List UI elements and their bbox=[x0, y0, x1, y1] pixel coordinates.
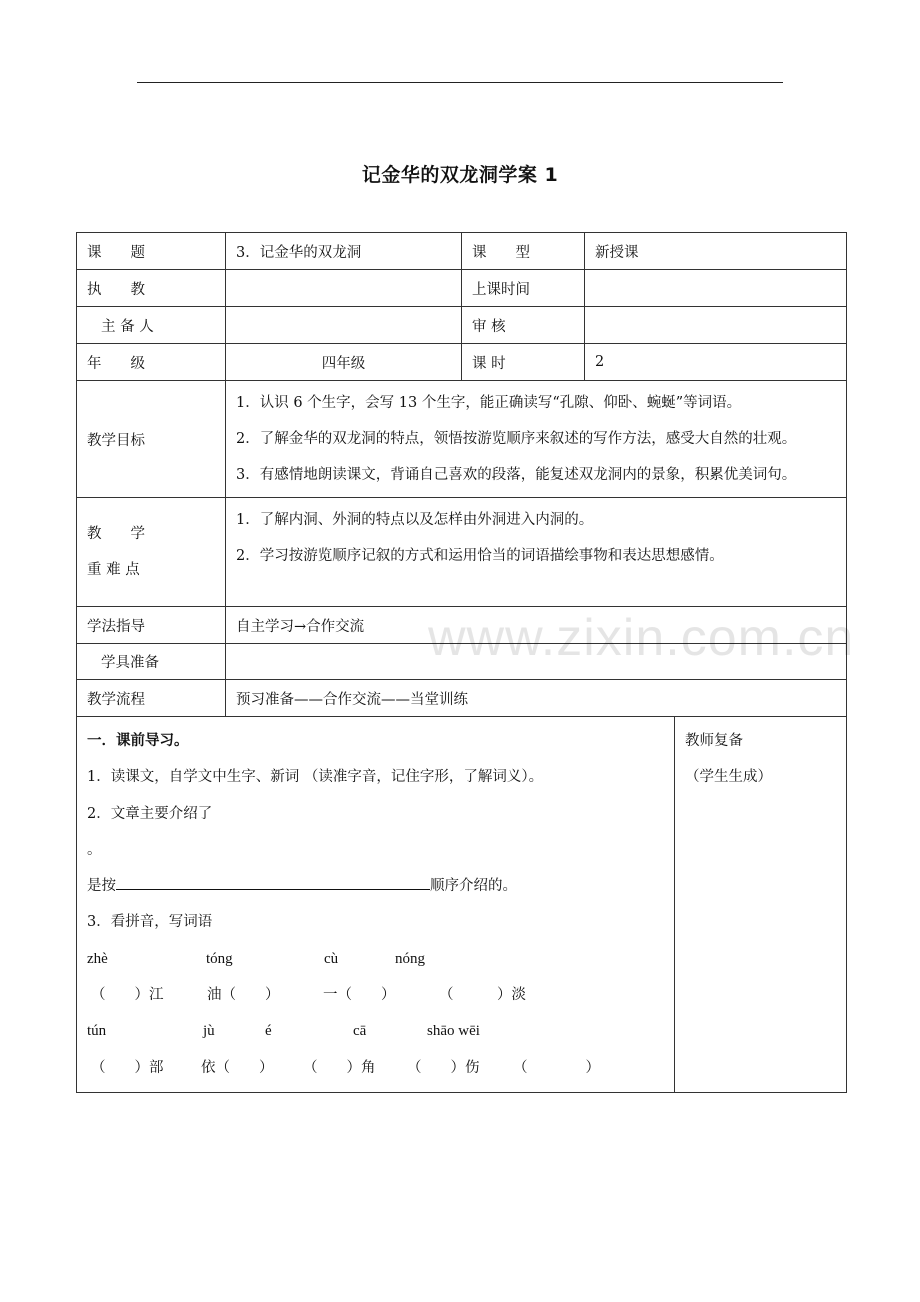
word-blank[interactable]: 一（ ） bbox=[323, 987, 396, 1004]
label-flow: 教学流程 bbox=[77, 680, 226, 717]
row-keypoints bbox=[77, 498, 847, 607]
order-suffix: 顺序介绍的。 bbox=[430, 878, 517, 895]
label-grade: 年 级 bbox=[77, 344, 226, 381]
row-topic bbox=[77, 233, 847, 270]
goals-content bbox=[226, 381, 847, 498]
question-3: 3．看拼音，写词语 bbox=[87, 914, 213, 931]
page-title: 记金华的双龙洞学案 1 bbox=[361, 164, 559, 186]
pinyin: tóng bbox=[206, 950, 233, 967]
pinyin: shāo wēi bbox=[427, 1023, 480, 1040]
lesson-plan-table bbox=[76, 232, 847, 1093]
pinyin: cā bbox=[353, 1023, 367, 1040]
word-blank[interactable]: （ ）部 bbox=[91, 1059, 164, 1076]
header-rule bbox=[137, 82, 783, 83]
value-teacher bbox=[226, 270, 462, 307]
question-1: 1．读课文，自学文中生字、新词 （读准字音，记住字形，了解词义）。 bbox=[87, 769, 544, 786]
value-grade: 四年级 bbox=[226, 344, 462, 381]
value-topic: 3．记金华的双龙洞 bbox=[226, 233, 462, 270]
label-topic: 课 题 bbox=[77, 233, 226, 270]
teacher-notes-column bbox=[675, 717, 847, 1093]
word-blank[interactable]: （ ）角 bbox=[303, 1059, 376, 1076]
label-periods: 课 时 bbox=[462, 344, 585, 381]
pinyin: cù bbox=[324, 950, 339, 967]
pinyin: é bbox=[265, 1023, 272, 1040]
label-review: 审 核 bbox=[462, 307, 585, 344]
row-exercise bbox=[77, 717, 847, 1093]
value-class-time bbox=[585, 270, 847, 307]
word-blank[interactable]: （ ）伤 bbox=[407, 1059, 480, 1076]
row-tools bbox=[77, 644, 847, 680]
row-flow bbox=[77, 680, 847, 717]
row-goals bbox=[77, 381, 847, 498]
value-method: 自主学习→合作交流 bbox=[226, 607, 847, 644]
goal-item: 3．有感情地朗读课文，背诵自己喜欢的段落，能复述双龙洞内的景象，积累优美词句。 bbox=[236, 467, 797, 483]
goal-item: 2．了解金华的双龙洞的特点，领悟按游览顺序来叙述的写作方法，感受大自然的壮观。 bbox=[236, 431, 797, 447]
pinyin: tún bbox=[87, 1023, 107, 1040]
label-method: 学法指导 bbox=[77, 607, 226, 644]
teacher-notes-heading: 教师复备 bbox=[685, 733, 743, 749]
pinyin-row bbox=[87, 1013, 664, 1049]
value-tools bbox=[226, 644, 847, 680]
pinyin: zhè bbox=[87, 950, 108, 967]
value-preparer bbox=[226, 307, 462, 344]
word-blank[interactable]: （ ） bbox=[513, 1059, 600, 1076]
row-teacher bbox=[77, 270, 847, 307]
teacher-notes-text: （学生生成） bbox=[685, 769, 772, 786]
label-keypoints bbox=[77, 498, 226, 607]
word-blank[interactable]: 依（ ） bbox=[201, 1059, 274, 1076]
row-grade bbox=[77, 344, 847, 381]
pinyin: nóng bbox=[395, 950, 425, 967]
word-blank[interactable]: （ ）淡 bbox=[439, 987, 526, 1004]
pinyin-row bbox=[87, 941, 664, 977]
pinyin: jù bbox=[203, 1023, 215, 1040]
order-answer-blank[interactable] bbox=[116, 871, 430, 890]
keypoints-content bbox=[226, 498, 847, 607]
label-keypoints-line2: 重 难 点 bbox=[87, 562, 140, 578]
exercise-section bbox=[77, 717, 675, 1093]
label-class-time: 上课时间 bbox=[462, 270, 585, 307]
order-prefix: 是按 bbox=[87, 878, 116, 895]
order-question bbox=[87, 868, 664, 904]
value-periods: 2 bbox=[585, 344, 847, 381]
label-teacher: 执 教 bbox=[77, 270, 226, 307]
row-preparer bbox=[77, 307, 847, 344]
value-type: 新授课 bbox=[585, 233, 847, 270]
label-preparer: 主 备 人 bbox=[77, 307, 226, 344]
label-tools: 学具准备 bbox=[77, 644, 226, 680]
word-blank[interactable]: 油（ ） bbox=[207, 987, 280, 1004]
value-review bbox=[585, 307, 847, 344]
value-flow: 预习准备——合作交流——当堂训练 bbox=[226, 680, 847, 717]
word-blank[interactable]: （ ）江 bbox=[91, 987, 164, 1004]
goal-item: 1．认识 6 个生字，会写 13 个生字，能正确读写“孔隙、仰卧、蜿蜒”等词语。 bbox=[236, 395, 742, 411]
label-keypoints-line1: 教 学 bbox=[87, 526, 145, 542]
row-method bbox=[77, 607, 847, 644]
question-2: 2．文章主要介绍了 bbox=[87, 805, 213, 822]
word-row bbox=[87, 1050, 664, 1086]
answer-period: 。 bbox=[87, 841, 102, 858]
keypoint-item: 2．学习按游览顺序记叙的方式和运用恰当的词语描绘事物和表达思想感情。 bbox=[236, 548, 724, 564]
watermark: www.zixin.com.cn bbox=[428, 609, 855, 667]
keypoint-item: 1．了解内洞、外洞的特点以及怎样由外洞进入内洞的。 bbox=[236, 512, 594, 528]
label-type: 课 型 bbox=[462, 233, 585, 270]
section-heading: 一．课前导习。 bbox=[87, 733, 189, 749]
label-goals: 教学目标 bbox=[77, 381, 226, 498]
word-row bbox=[87, 977, 664, 1013]
